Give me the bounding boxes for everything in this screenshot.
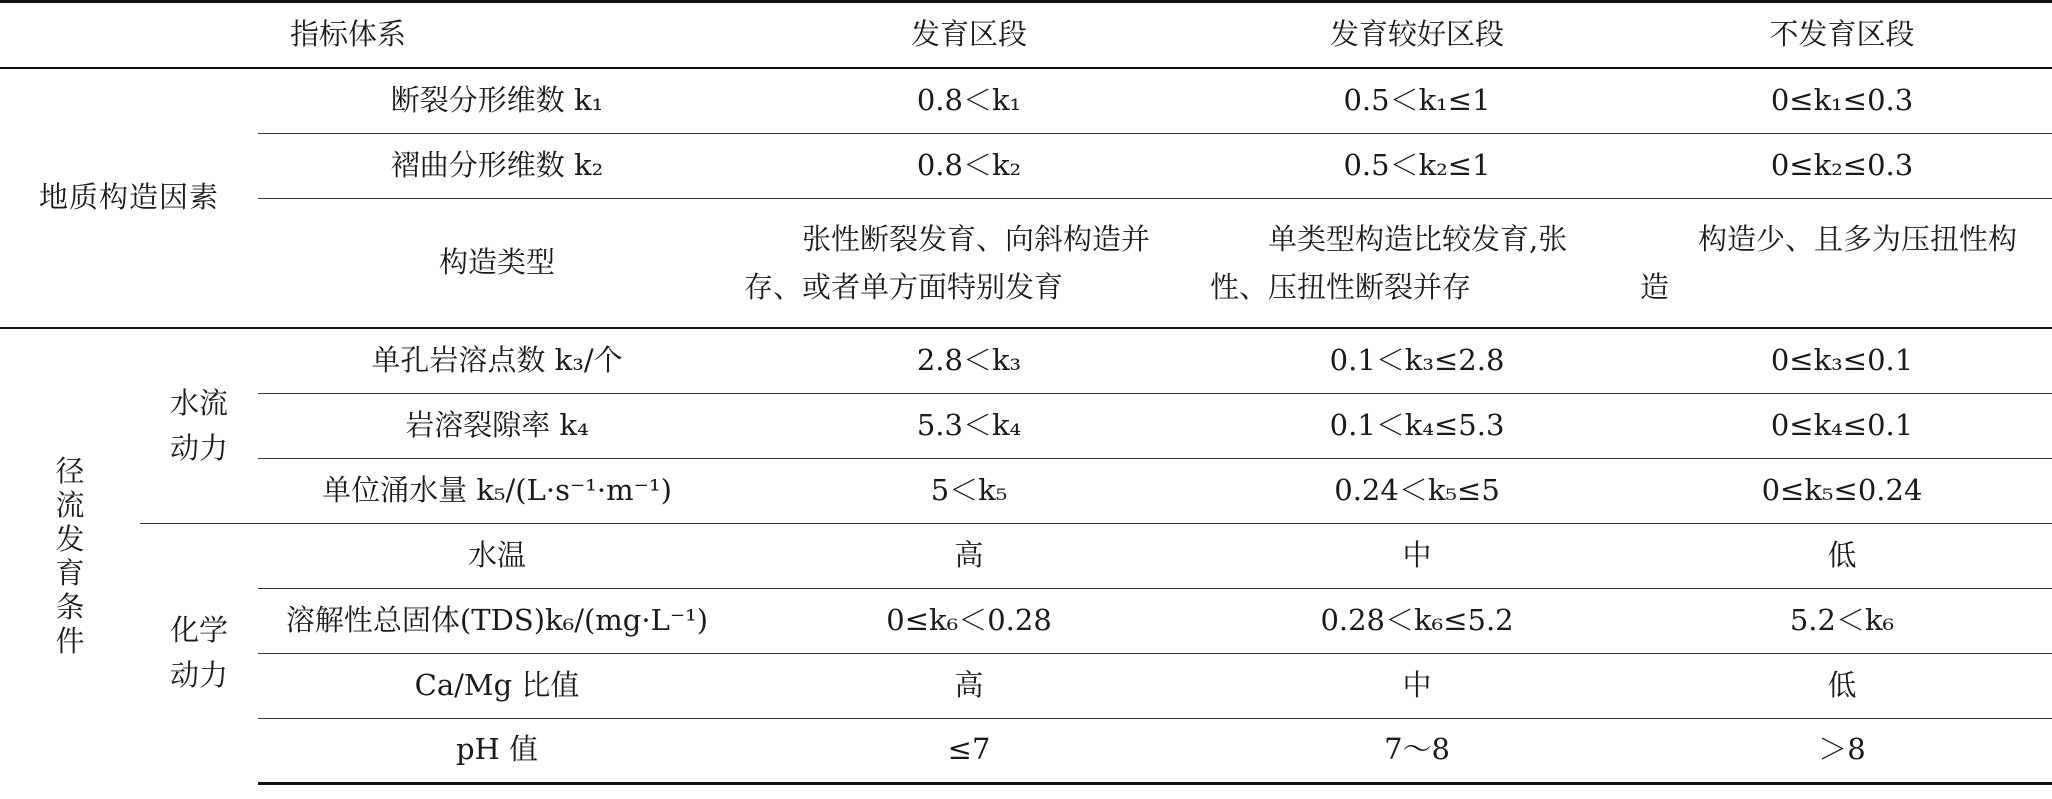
- row-developed-value: 5＜k₅: [736, 458, 1202, 523]
- row-label: 溶解性总固体(TDS)k₆/(mg·L⁻¹): [258, 588, 736, 653]
- row-undeveloped-value: 0≤k₃≤0.1: [1770, 343, 1914, 378]
- row-well-developed-value: 单类型构造比较发育,张性、压扭性断裂并存: [1210, 221, 1568, 304]
- section-runoff: 径流发育条件: [55, 453, 85, 658]
- table-row: [0, 198, 2052, 328]
- header-developed: 发育区段: [736, 2, 1202, 69]
- row-label: 岩溶裂隙率 k₄: [258, 393, 736, 458]
- row-label: 构造类型: [258, 198, 736, 328]
- row-label: 断裂分形维数 k₁: [390, 83, 604, 118]
- row-undeveloped-value: 0≤k₁≤0.3: [1770, 83, 1914, 118]
- row-well-developed-value: 7～8: [1202, 718, 1632, 783]
- row-developed-value: 高: [736, 523, 1202, 588]
- row-developed-value: 0.8＜k₂: [736, 133, 1202, 198]
- row-label: 单位涌水量 k₅/(L·s⁻¹·m⁻¹): [258, 458, 736, 523]
- row-label: 褶曲分形维数 k₂: [258, 133, 736, 198]
- row-undeveloped-value: 低: [1632, 653, 2052, 718]
- row-undeveloped-value: 低: [1632, 523, 2052, 588]
- table-row: [0, 588, 2052, 653]
- section-runoff-cell: [0, 328, 140, 783]
- row-undeveloped-value: 5.2＜k₆: [1632, 588, 2052, 653]
- subsection-chemical-dynamics: 化学动力: [169, 613, 228, 693]
- header-well-developed: 发育较好区段: [1202, 2, 1632, 69]
- row-label: 单孔岩溶点数 k₃/个: [371, 343, 623, 378]
- subsection-chem-cell: [140, 523, 258, 783]
- subsection-hydro-cell: [140, 328, 258, 523]
- row-undeveloped-value: ＞8: [1632, 718, 2052, 783]
- row-undeveloped-value: 0≤k₄≤0.1: [1632, 393, 2052, 458]
- table-row: [0, 393, 2052, 458]
- row-developed-value: 0≤k₆＜0.28: [736, 588, 1202, 653]
- row-well-developed-value: 0.1＜k₃≤2.8: [1329, 343, 1505, 378]
- row-undeveloped-value: 0≤k₂≤0.3: [1632, 133, 2052, 198]
- header-undeveloped: 不发育区段: [1632, 2, 2052, 69]
- row-well-developed-value: 0.5＜k₂≤1: [1202, 133, 1632, 198]
- table-header-row: [0, 2, 2052, 69]
- row-label: 水温: [258, 523, 736, 588]
- row-developed-value: 0.8＜k₁: [916, 83, 1022, 118]
- row-well-developed-value: 0.24＜k₅≤5: [1202, 458, 1632, 523]
- row-label: Ca/Mg 比值: [258, 653, 736, 718]
- subsection-hydro-dynamics: 水流动力: [169, 385, 228, 465]
- table-row: [0, 653, 2052, 718]
- row-developed-value: 5.3＜k₄: [736, 393, 1202, 458]
- header-index-system: 指标体系: [0, 2, 736, 69]
- row-well-developed-value: 0.28＜k₆≤5.2: [1202, 588, 1632, 653]
- row-label: pH 值: [258, 718, 736, 783]
- table-row: [0, 133, 2052, 198]
- row-well-developed-value: 中: [1202, 523, 1632, 588]
- table-row: [0, 458, 2052, 523]
- table-row: [0, 328, 2052, 393]
- row-developed-value: 张性断裂发育、向斜构造并存、或者单方面特别发育: [744, 221, 1151, 304]
- table-row: [0, 718, 2052, 783]
- row-undeveloped-value: 0≤k₅≤0.24: [1632, 458, 2052, 523]
- row-undeveloped-value: 构造少、且多为压扭性构造: [1640, 221, 2018, 304]
- table-row: [0, 523, 2052, 588]
- row-developed-value: ≤7: [736, 718, 1202, 783]
- table-row: [0, 68, 2052, 133]
- row-developed-value: 高: [736, 653, 1202, 718]
- row-well-developed-value: 0.5＜k₁≤1: [1343, 83, 1491, 118]
- row-well-developed-value: 中: [1202, 653, 1632, 718]
- row-developed-value: 2.8＜k₃: [916, 343, 1022, 378]
- section-geological-structure: 地质构造因素: [0, 68, 258, 328]
- row-well-developed-value: 0.1＜k₄≤5.3: [1202, 393, 1632, 458]
